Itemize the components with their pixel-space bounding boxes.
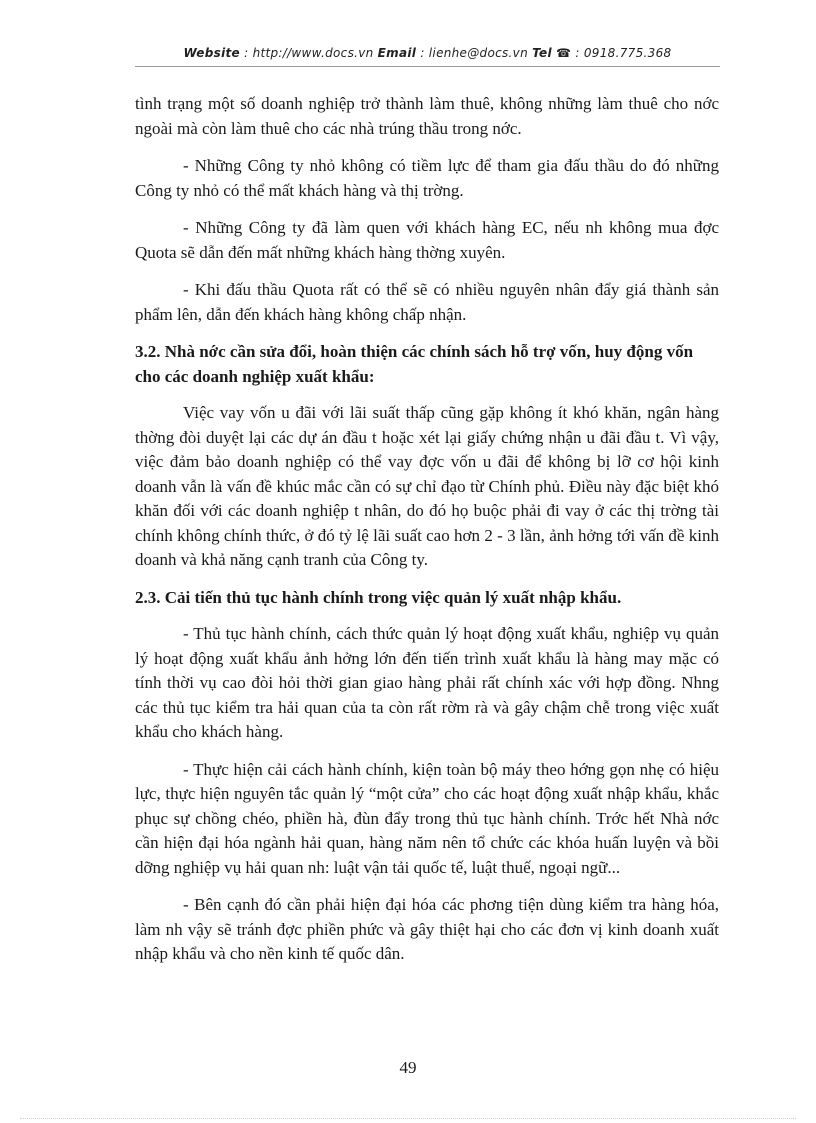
paragraph: tình trạng một số doanh nghiệp trở thành làm thuê, không những làm thuê cho nớc ngoài mà còn làm thuê cho các nhà trúng thầu trong nớc. [135, 94, 719, 138]
paragraph: - Những Công ty đã làm quen với khách hàng EC, nếu nh không mua đợc Quota sẽ dẫn đến mất những khách hàng thờng xuyên. [135, 218, 719, 262]
website-label: Website [183, 46, 240, 60]
phone-icon: ☎ [556, 46, 572, 60]
website-link[interactable]: http://www.docs.vn [252, 46, 374, 60]
paragraph: Việc vay vốn u đãi với lãi suất thấp cũng gặp không ít khó khăn, ngân hàng thờng đòi duyệt lại các dự án đầu t hoặc xét lại giấy chứng nhận u đãi đầu t. Vì vậy, việc đảm bảo doanh nghiệp có thể vay đợc vốn u đãi để không bị lỡ cơ hội kinh doanh vẫn là vấn đề khúc mắc cần có sự chỉ đạo từ Chính phủ. Điều này đặc biệt khó khăn đối với các doanh nghiệp t nhân, do đó họ buộc phải đi vay ở các thị trờng tài chính không chính thức, ở đó tỷ lệ lãi suất cao hơn 2 - 3 lần, ảnh hởng tới vấn đề kinh doanh và khả năng cạnh tranh của Công ty. [135, 403, 719, 569]
paragraph: - Những Công ty nhỏ không có tiềm lực để tham gia đấu thầu do đó những Công ty nhỏ có thể mất khách hàng và thị trờng. [135, 156, 719, 200]
paragraph: - Thủ tục hành chính, cách thức quản lý hoạt động xuất khẩu, nghiệp vụ quản lý hoạt động xuất khẩu ảnh hởng lớn đến tiến trình xuất khẩu là hàng may mặc có tính thời vụ cao đòi hỏi thời gian giao hàng phải rất chính xác với hợp đồng. Nhng các thủ tục kiểm tra hải quan của ta còn rất rờm rà và gây chậm chễ trong việc xuất khẩu cho khách hàng. [135, 624, 719, 741]
tel-label: Tel [532, 46, 552, 60]
header-divider [135, 66, 720, 67]
email-label: Email [377, 46, 417, 60]
paragraph: - Bên cạnh đó cần phải hiện đại hóa các phơng tiện dùng kiểm tra hàng hóa, làm nh vậy sẽ tránh đợc phiền phức và gây thiệt hại cho các đơn vị kinh doanh xuất nhập khẩu và cho nền kinh tế quốc dân. [135, 895, 719, 963]
footer-divider [20, 1118, 796, 1119]
page-body [135, 92, 719, 980]
paragraph: - Khi đấu thầu Quota rất có thể sẽ có nhiều nguyên nhân đẩy giá thành sản phẩm lên, dẫn đến khách hàng không chấp nhận. [135, 280, 719, 324]
email-link[interactable]: lienhe@docs.vn [428, 46, 528, 60]
paragraph: - Thực hiện cải cách hành chính, kiện toàn bộ máy theo hớng gọn nhẹ có hiệu lực, thực hiện nguyên tắc quản lý “một cửa” cho các hoạt động xuất nhập khẩu, khắc phục sự chồng chéo, phiền hà, đùn đẩy trong thủ tục hành chính. Trớc hết Nhà nớc cần hiện đại hóa ngành hải quan, hàng năm nên tổ chức các khóa huấn luyện và bồi dỡng nghiệp vụ hải quan nh: luật vận tải quốc tế, luật thuế, ngoại ngữ... [135, 759, 719, 877]
section-heading: 3.2. Nhà nớc cần sửa đổi, hoàn thiện các chính sách hỗ trợ vốn, huy động vốn cho các doanh nghiệp xuất khẩu: [135, 342, 694, 386]
page-number: 49 [399, 1058, 417, 1077]
tel-value: 0918.775.368 [583, 46, 672, 60]
section-heading: 2.3. Cải tiến thủ tục hành chính trong việc quản lý xuất nhập khẩu. [135, 587, 622, 607]
page-header: Website : http://www.docs.vn Email : lienhe@docs.vn Tel ☎ : 0918.775.368 [183, 46, 672, 60]
